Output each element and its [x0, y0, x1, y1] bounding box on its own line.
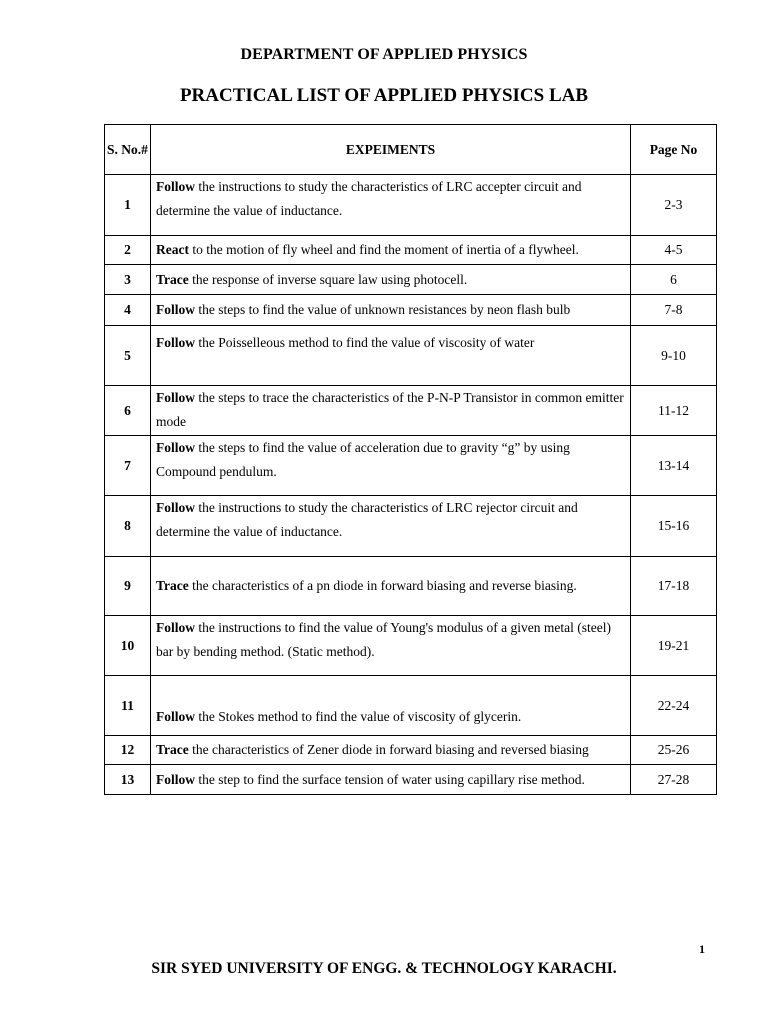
row-experiment: [151, 736, 631, 765]
row-experiment: [151, 236, 631, 265]
row-pages: 2-3: [631, 175, 717, 236]
row-text: the instructions to study the characteristics of LRC accepter circuit and determine the value of inductance.: [156, 179, 582, 218]
row-experiment: [151, 265, 631, 295]
row-text: the instructions to find the value of Young's modulus of a given metal (steel) bar by bending method. (Static method).: [156, 620, 611, 659]
row-pages: 9-10: [631, 326, 717, 386]
row-text: the response of inverse square law using photocell.: [188, 271, 468, 287]
row-sno: 5: [105, 326, 151, 386]
table-row: [105, 265, 717, 295]
row-pages: 15-16: [631, 496, 717, 557]
row-text: the steps to find the value of unknown resistances by neon flash bulb: [195, 302, 571, 317]
footer-university-name: SIR SYED UNIVERSITY OF ENGG. & TECHNOLOGY KARACHI.: [151, 960, 617, 977]
row-text: the characteristics of a pn diode in forward biasing and reverse biasing.: [188, 578, 577, 593]
row-pages: 13-14: [631, 436, 717, 496]
row-pages: 7-8: [631, 295, 717, 326]
table-row: [105, 736, 717, 765]
row-verb: Follow: [156, 179, 195, 194]
table-row: [105, 175, 717, 236]
table-row: [105, 496, 717, 557]
row-verb: Follow: [156, 302, 195, 317]
row-verb: Trace: [156, 271, 189, 287]
table-header-row: [105, 125, 717, 175]
row-verb: Follow: [156, 620, 195, 635]
page-number: 1: [699, 942, 705, 956]
row-pages: 27-28: [631, 765, 717, 795]
row-pages: 19-21: [631, 616, 717, 676]
row-sno: 4: [105, 295, 151, 326]
row-verb: Trace: [156, 742, 189, 757]
row-verb: Follow: [156, 390, 195, 405]
row-verb: Follow: [156, 440, 195, 455]
table-row: [105, 386, 717, 436]
row-pages: 11-12: [631, 386, 717, 436]
row-pages: 22-24: [631, 676, 717, 736]
table-row: [105, 295, 717, 326]
row-verb: Follow: [156, 500, 195, 515]
column-header-sno: S. No.#: [105, 125, 151, 175]
row-experiment: [151, 765, 631, 795]
column-header-experiments: EXPEIMENTS: [151, 125, 631, 175]
row-sno: 9: [105, 557, 151, 616]
row-sno: 3: [105, 265, 151, 295]
table-row: [105, 326, 717, 386]
row-sno: 10: [105, 616, 151, 676]
row-text: to the motion of fly wheel and find the moment of inertia of a flywheel.: [188, 242, 579, 257]
row-text: the Stokes method to find the value of viscosity of glycerin.: [195, 709, 522, 724]
department-title: DEPARTMENT OF APPLIED PHYSICS: [240, 46, 528, 63]
row-experiment: [151, 386, 631, 436]
practical-list-table: [104, 124, 717, 795]
row-experiment: [151, 496, 631, 557]
row-text: the step to find the surface tension of water using capillary rise method.: [195, 771, 585, 787]
row-text: the steps to trace the characteristics of the P-N-P Transistor in common emitter mode: [156, 390, 624, 429]
row-experiment: [151, 676, 631, 736]
table-row: [105, 765, 717, 795]
row-sno: 1: [105, 175, 151, 236]
row-sno: 2: [105, 236, 151, 265]
row-sno: 13: [105, 765, 151, 795]
row-experiment: [151, 557, 631, 616]
row-experiment: [151, 175, 631, 236]
row-text: the steps to find the value of acceleration due to gravity “g” by using Compound pendulum.: [156, 440, 570, 479]
row-sno: 8: [105, 496, 151, 557]
row-verb: Follow: [156, 771, 195, 787]
row-pages: 25-26: [631, 736, 717, 765]
row-sno: 11: [105, 676, 151, 736]
table-row: [105, 676, 717, 736]
row-sno: 12: [105, 736, 151, 765]
row-sno: 7: [105, 436, 151, 496]
row-experiment: [151, 616, 631, 676]
table-row: [105, 616, 717, 676]
column-header-page-no: Page No: [631, 125, 717, 175]
row-experiment: [151, 436, 631, 496]
table-row: [105, 436, 717, 496]
table-row: [105, 236, 717, 265]
row-verb: React: [156, 242, 189, 257]
page-title: PRACTICAL LIST OF APPLIED PHYSICS LAB: [179, 85, 589, 106]
row-verb: Trace: [156, 578, 189, 593]
row-text: the Poisselleous method to find the value of viscosity of water: [195, 335, 535, 350]
row-text: the characteristics of Zener diode in forward biasing and reversed biasing: [188, 742, 589, 757]
row-verb: Follow: [156, 709, 195, 724]
row-pages: 17-18: [631, 557, 717, 616]
row-pages: 4-5: [631, 236, 717, 265]
row-experiment: [151, 295, 631, 326]
row-text: the instructions to study the characteristics of LRC rejector circuit and determine the value of inductance.: [156, 500, 578, 539]
row-verb: Follow: [156, 335, 195, 350]
row-experiment: [151, 326, 631, 386]
row-pages: 6: [631, 265, 717, 295]
table-row: [105, 557, 717, 616]
row-sno: 6: [105, 386, 151, 436]
